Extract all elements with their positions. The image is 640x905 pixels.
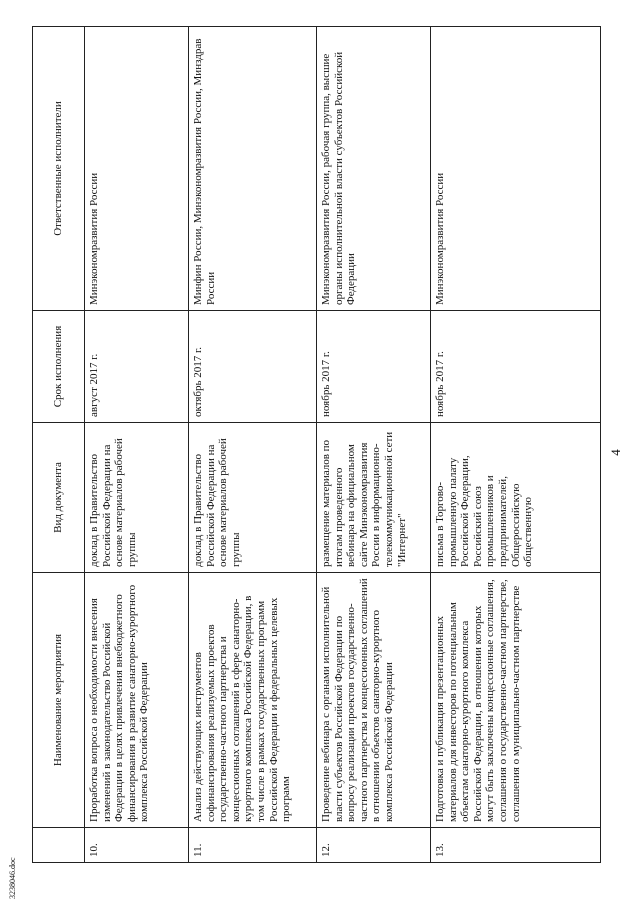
- page-number: 4: [608, 449, 623, 456]
- header-num: [33, 828, 85, 863]
- header-name: Наименование мероприятия: [33, 573, 85, 828]
- row-number: 13.: [431, 828, 601, 863]
- document-code: 3238046.doc: [8, 857, 17, 899]
- measure-name: Проведение вебинара с органами исполнительной власти субъектов Российской Федерации по вопросу реализации проектов государственно-частного партнерства и концессионных соглашений в отношении объектов санаторно-курортного комплекса Российской Федерации: [317, 573, 431, 828]
- executors: Минэкономразвития России, рабочая группа, высшие органы исполнительной власти субъектов Российской Федерации: [317, 27, 431, 311]
- measure-name: Подготовка и публикация презентационных материалов для инвесторов по потенциальным объектам санаторно-курортного комплекса Российской Федерации, в отношении которых могут быть заключены концессионные соглашения, соглашения о государственно-частном партнерстве, соглашения о муниципально-частном партнерстве: [431, 573, 601, 828]
- measures-table: [32, 26, 601, 863]
- header-deadline: Срок исполнения: [33, 311, 85, 423]
- table-row: [85, 27, 189, 863]
- table-row: [431, 27, 601, 863]
- deadline: октябрь 2017 г.: [189, 311, 317, 423]
- table-row: [189, 27, 317, 863]
- row-number: 11.: [189, 828, 317, 863]
- document-type: размещение материалов по итогам проведенного вебинара на официальном сайте Минэкономразвития России в информационно-телекоммуникационной сети "Интернет": [317, 423, 431, 573]
- row-number: 10.: [85, 828, 189, 863]
- measure-name: Проработка вопроса о необходимости внесения изменений в законодательство Российской Федерации в целях привлечения внебюджетного финансирования в развитие санаторно-курортного комплекса Российской Федерации: [85, 573, 189, 828]
- deadline: август 2017 г.: [85, 311, 189, 423]
- table-row: [317, 27, 431, 863]
- executors: Минфин России, Минэкономразвития России, Минздрав России: [189, 27, 317, 311]
- deadline: ноябрь 2017 г.: [431, 311, 601, 423]
- document-type: доклад в Правительство Российской Федерации на основе материалов рабочей группы: [85, 423, 189, 573]
- document-type: доклад в Правительство Российской Федерации на основе материалов рабочей группы: [189, 423, 317, 573]
- document-type: письма в Торгово-промышленную палату Российской Федерации, Российский союз промышленников и предпринимателей, Общероссийскую общественную: [431, 423, 601, 573]
- executors: Минэкономразвития России: [431, 27, 601, 311]
- executors: Минэкономразвития России: [85, 27, 189, 311]
- row-number: 12.: [317, 828, 431, 863]
- table-header-row: [33, 27, 85, 863]
- measure-name: Анализ действующих инструментов софинансирования реализуемых проектов государственно-частного партнерства и концессионных соглашений в сфере санаторно-курортного комплекса Российской Федерации, в том числе в рамках государственных программ Российской Федерации и федеральных целевых программ: [189, 573, 317, 828]
- deadline: ноябрь 2017 г.: [317, 311, 431, 423]
- header-executors: Ответственные исполнители: [33, 27, 85, 311]
- header-doc-type: Вид документа: [33, 423, 85, 573]
